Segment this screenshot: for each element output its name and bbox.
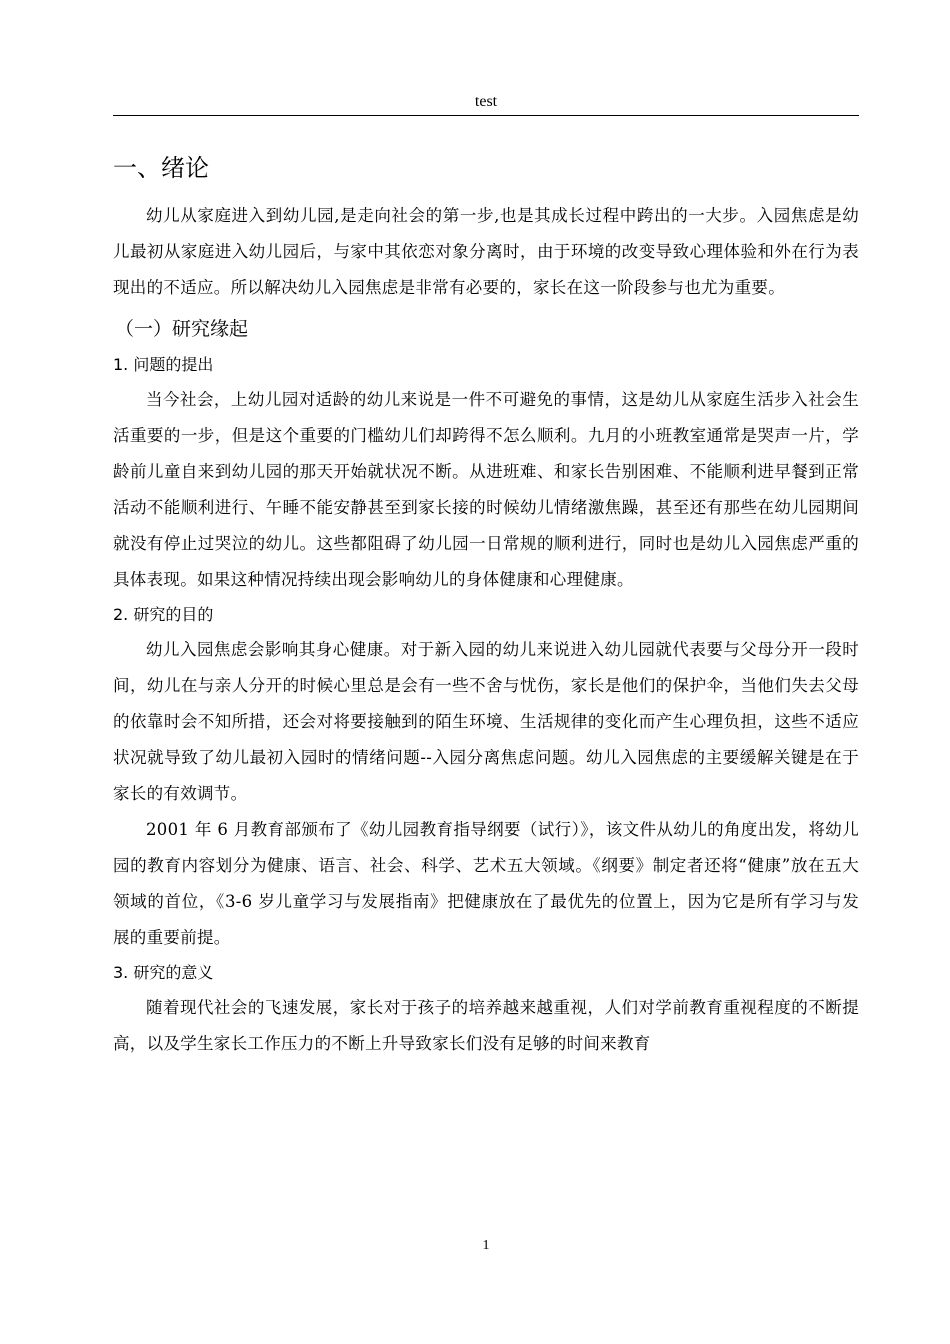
- subheading-problem: 1. 问题的提出: [113, 355, 214, 374]
- page-header-title: test: [474, 93, 498, 110]
- header-divider: [113, 115, 859, 116]
- section-heading-research-origin: （一）研究缘起: [115, 318, 249, 340]
- subheading-significance: 3. 研究的意义: [113, 963, 214, 982]
- chapter-heading: 一、绪论: [113, 154, 209, 182]
- paragraph-problem: 当今社会，上幼儿园对适龄的幼儿来说是一件不可避免的事情，这是幼儿从家庭生活步入社会生活重要的一步，但是这个重要的门槛幼儿们却跨得不怎么顺利。九月的小班教室通常是哭声一片，学龄前儿童自来到幼儿园的那天开始就状况不断。从进班难、和家长告别困难、不能顺利进早餐到正常活动不能顺利进行、午睡不能安静甚至到家长接的时候幼儿情绪激焦躁，甚至还有那些在幼儿园期间就没有停止过哭泣的幼儿。这些都阻碍了幼儿园一日常规的顺利进行，同时也是幼儿入园焦虑严重的具体表现。如果这种情况持续出现会影响幼儿的身体健康和心理健康。: [113, 390, 859, 589]
- subheading-purpose: 2. 研究的目的: [113, 605, 214, 624]
- document-body: [113, 148, 859, 1062]
- paragraph-guideline: 2001 年 6 月教育部颁布了《幼儿园教育指导纲要（试行）》，该文件从幼儿的角度出发，将幼儿园的教育内容划分为健康、语言、社会、科学、艺术五大领域。《纲要》制定者还将“健康”放在五大领域的首位，《3-6 岁儿童学习与发展指南》把健康放在了最优先的位置上，因为它是所有学习与发展的重要前提。: [113, 820, 859, 947]
- paragraph-significance: 随着现代社会的飞速发展，家长对于孩子的培养越来越重视，人们对学前教育重视程度的不断提高，以及学生家长工作压力的不断上升导致家长们没有足够的时间来教育: [113, 998, 859, 1053]
- paragraph-purpose: 幼儿入园焦虑会影响其身心健康。对于新入园的幼儿来说进入幼儿园就代表要与父母分开一段时间，幼儿在与亲人分开的时候心里总是会有一些不舍与忧伤，家长是他们的保护伞，当他们失去父母的依靠时会不知所措，还会对将要接触到的陌生环境、生活规律的变化而产生心理负担，这些不适应状况就导致了幼儿最初入园时的情绪问题--入园分离焦虑问题。幼儿入园焦虑的主要缓解关键是在于家长的有效调节。: [113, 640, 859, 803]
- intro-paragraph: 幼儿从家庭进入到幼儿园,是走向社会的第一步,也是其成长过程中跨出的一大步。入园焦虑是幼儿最初从家庭进入幼儿园后，与家中其依恋对象分离时，由于环境的改变导致心理体验和外在行为表现出的不适应。所以解决幼儿入园焦虑是非常有必要的，家长在这一阶段参与也尤为重要。: [113, 206, 859, 297]
- page-number: 1: [482, 1238, 490, 1253]
